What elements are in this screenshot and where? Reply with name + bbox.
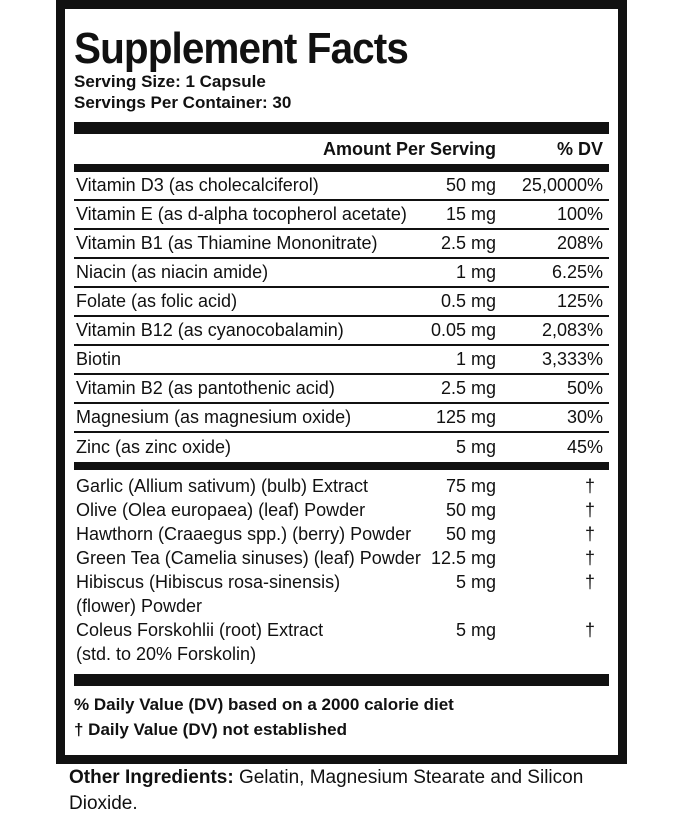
ingredient-amount: 75 mg xyxy=(445,476,496,496)
nutrient-name: Zinc (as zinc oxide) xyxy=(76,437,232,457)
other-ingredients-text: Gelatin, Magnesium Stearate and Silicon Dioxide. xyxy=(69,767,584,814)
footnote-dv-not-established: † Daily Value (DV) not established xyxy=(74,720,348,739)
nutrient-amount: 0.05 mg xyxy=(430,320,496,340)
nutrient-name: Vitamin B12 (as cyanocobalamin) xyxy=(76,320,344,340)
table-row xyxy=(74,522,609,546)
nutrient-name: Niacin (as niacin amide) xyxy=(76,262,269,282)
ingredient-dv: † xyxy=(584,548,595,568)
divider-medium xyxy=(74,164,609,172)
divider-thick xyxy=(74,674,609,686)
nutrient-amount: 1 mg xyxy=(455,262,496,282)
ingredient-name: Coleus Forskohlii (root) Extract (std. to 20% Forskolin) xyxy=(76,620,324,664)
nutrient-amount: 50 mg xyxy=(445,175,496,195)
table-row xyxy=(74,201,609,230)
nutrient-dv: 2,083% xyxy=(541,320,603,340)
table-row xyxy=(74,498,609,522)
ingredient-dv: † xyxy=(584,524,595,544)
ingredient-name: Garlic (Allium sativum) (bulb) Extract xyxy=(76,476,369,496)
nutrient-name: Vitamin E (as d-alpha tocopherol acetate) xyxy=(76,204,407,224)
vitamin-table xyxy=(74,172,609,462)
nutrient-dv: 30% xyxy=(566,407,603,427)
panel-content xyxy=(74,9,609,742)
table-row xyxy=(74,618,609,666)
ingredient-amount: 50 mg xyxy=(445,500,496,520)
ingredient-dv: † xyxy=(584,476,595,496)
nutrient-name: Vitamin D3 (as cholecalciferol) xyxy=(76,175,319,195)
nutrient-amount: 2.5 mg xyxy=(440,378,496,398)
table-row xyxy=(74,570,609,618)
nutrient-dv: 125% xyxy=(556,291,603,311)
dv-header: % DV xyxy=(556,138,603,159)
footnotes xyxy=(74,686,609,742)
servings-per-container: Servings Per Container: 30 xyxy=(74,93,292,112)
supplement-facts-panel xyxy=(56,0,627,764)
table-row xyxy=(74,317,609,346)
ingredient-dv: † xyxy=(584,620,595,640)
other-ingredients xyxy=(69,765,589,817)
nutrient-dv: 50% xyxy=(566,378,603,398)
other-ingredients-label: Other Ingredients: xyxy=(69,767,234,788)
nutrient-name: Vitamin B1 (as Thiamine Mononitrate) xyxy=(76,233,378,253)
amount-per-serving-header: Amount Per Serving xyxy=(322,138,496,159)
divider-thick xyxy=(74,122,609,134)
nutrient-dv: 25,0000% xyxy=(521,175,603,195)
table-row xyxy=(74,259,609,288)
nutrient-amount: 1 mg xyxy=(455,349,496,369)
ingredient-amount: 50 mg xyxy=(445,524,496,544)
table-row xyxy=(74,230,609,259)
ingredient-name: Hibiscus (Hibiscus rosa-sinensis) (flower) Powder xyxy=(76,572,341,616)
nutrient-dv: 208% xyxy=(556,233,603,253)
nutrient-name: Folate (as folic acid) xyxy=(76,291,238,311)
nutrient-name: Vitamin B2 (as pantothenic acid) xyxy=(76,378,335,398)
nutrient-dv: 100% xyxy=(556,204,603,224)
table-row xyxy=(74,474,609,498)
table-row xyxy=(74,375,609,404)
table-row xyxy=(74,288,609,317)
ingredient-name: Hawthorn (Craaegus spp.) (berry) Powder xyxy=(76,524,412,544)
ingredient-name: Green Tea (Camelia sinuses) (leaf) Powder xyxy=(76,548,421,568)
table-row xyxy=(74,404,609,433)
nutrient-amount: 5 mg xyxy=(455,437,496,457)
nutrient-dv: 45% xyxy=(566,437,603,457)
serving-size: Serving Size: 1 Capsule xyxy=(74,72,266,91)
herbal-table xyxy=(74,470,609,674)
ingredient-dv: † xyxy=(584,500,595,520)
nutrient-amount: 2.5 mg xyxy=(440,233,496,253)
nutrient-dv: 6.25% xyxy=(551,262,603,282)
ingredient-amount: 5 mg xyxy=(455,572,496,592)
table-row xyxy=(74,546,609,570)
panel-title: Supplement Facts xyxy=(74,24,408,73)
table-row xyxy=(74,433,609,462)
table-row xyxy=(74,172,609,201)
table-row xyxy=(74,346,609,375)
ingredient-amount: 5 mg xyxy=(455,620,496,640)
nutrient-amount: 15 mg xyxy=(445,204,496,224)
ingredient-amount: 12.5 mg xyxy=(430,548,496,568)
ingredient-dv: † xyxy=(584,572,595,592)
nutrient-name: Magnesium (as magnesium oxide) xyxy=(76,407,352,427)
column-header-row xyxy=(74,134,609,164)
footnote-dv-basis: % Daily Value (DV) based on a 2000 calorie diet xyxy=(74,695,454,714)
nutrient-amount: 125 mg xyxy=(435,407,496,427)
nutrient-name: Biotin xyxy=(76,349,122,369)
nutrient-amount: 0.5 mg xyxy=(440,291,496,311)
ingredient-name: Olive (Olea europaea) (leaf) Powder xyxy=(76,500,366,520)
divider-medium xyxy=(74,462,609,470)
nutrient-dv: 3,333% xyxy=(541,349,603,369)
